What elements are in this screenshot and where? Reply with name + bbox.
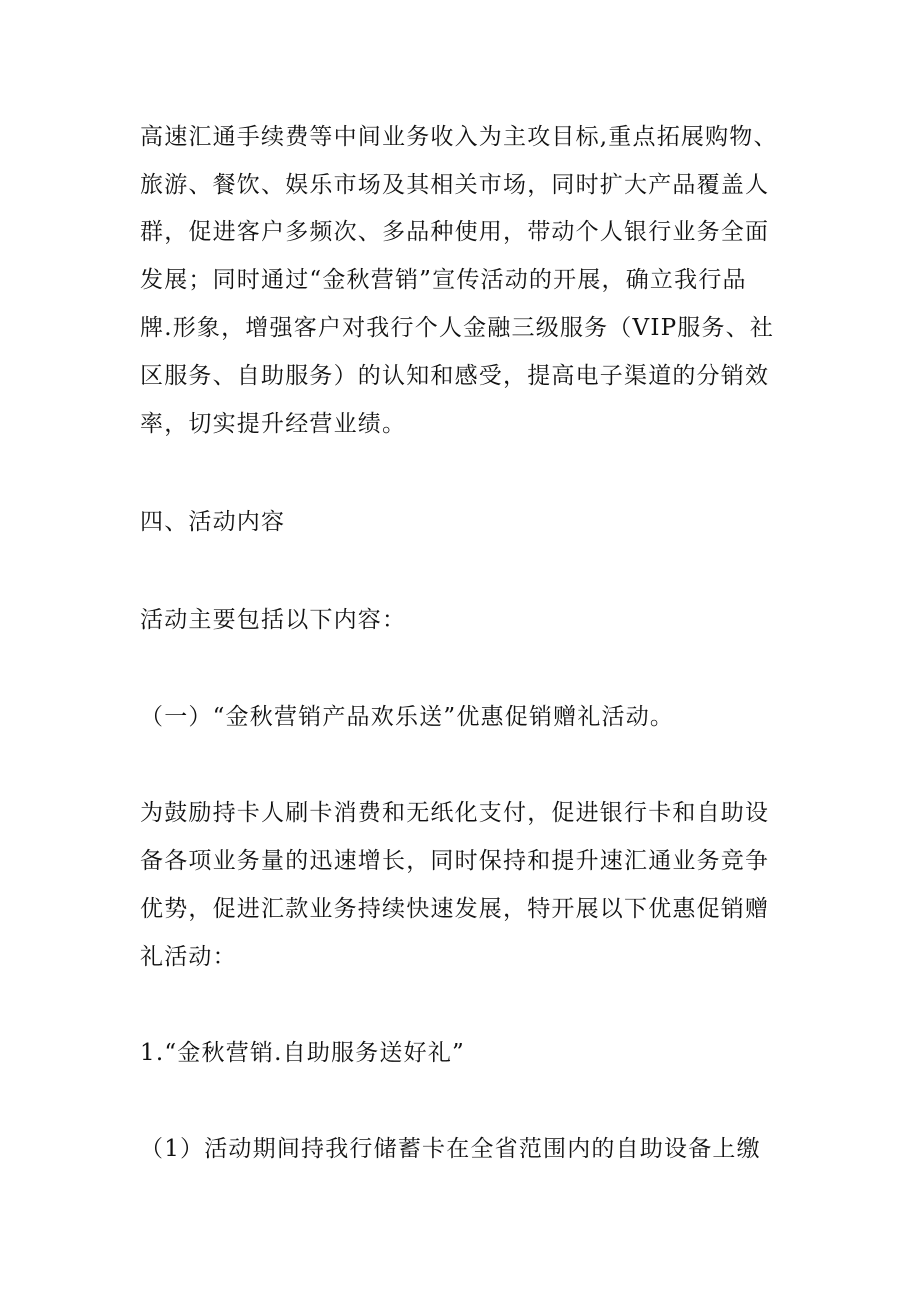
paragraph-1-line-5: 牌.形象，增强客户对我行个人金融三级服务（VIP服务、社 — [140, 315, 775, 341]
paragraph-1-line-2: 旅游、餐饮、娱乐市场及其相关市场，同时扩大产品覆盖人 — [140, 172, 770, 198]
list-item-title: 1.“金秋营销.自助服务送好礼” — [140, 1040, 465, 1066]
paragraph-2-line-1: 为鼓励持卡人刷卡消费和无纸化支付，促进银行卡和自助设 — [140, 800, 770, 826]
paragraph-1-line-7: 率，切实提升经营业绩。 — [140, 411, 407, 437]
paragraph-1-line-4: 发展；同时通过“金秋营销”宣传活动的开展，确立我行品 — [140, 267, 747, 293]
paragraph-1-line-3: 群，促进客户多频次、多品种使用，带动个人银行业务全面 — [140, 219, 770, 245]
paragraph-2-line-3: 优势，促进汇款业务持续快速发展，特开展以下优惠促销赠 — [140, 896, 770, 922]
section-heading: 四、活动内容 — [140, 509, 286, 535]
intro-text: 活动主要包括以下内容： — [140, 607, 407, 633]
list-subitem: （1）活动期间持我行储蓄卡在全省范围内的自助设备上缴 — [140, 1136, 761, 1162]
paragraph-1-line-1: 高速汇通手续费等中间业务收入为主攻目标,重点拓展购物、 — [140, 124, 778, 150]
paragraph-2-line-2: 备各项业务量的迅速增长，同时保持和提升速汇通业务竞争 — [140, 848, 770, 874]
paragraph-1-line-6: 区服务、自助服务）的认知和感受，提高电子渠道的分销效 — [140, 363, 770, 389]
subsection-title: （一）“金秋营销产品欢乐送”优惠促销赠礼活动。 — [140, 704, 675, 730]
paragraph-2-line-4: 礼活动： — [140, 944, 237, 970]
